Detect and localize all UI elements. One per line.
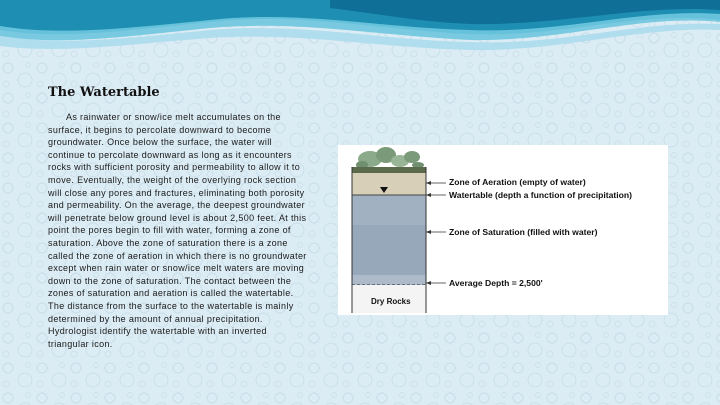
label-watertable: Watertable (depth a function of precipitation): [449, 190, 633, 200]
body-paragraph: As rainwater or snow/ice melt accumulates on the surface, it begins to percolate downward to become groundwater. Once below the surface, the water will continue to percolate downward as long as it encounters rocks with sufficient porosity and permeability to allow it to move. Eventually, the weight of the overlying rock section will close any pores and fractures, eliminating both porosity and permeability. On the average, the deepest groundwater will penetrate below ground level is about 2,500 feet. At this point the pores begin to fill with water, forming a zone of saturation. Above the zone of saturation there is a zone called the zone of aeration in which there is no groundwater except when rain water or snow/ice melt waters are moving down to the zone of saturation. The contact between the zones of saturation and aeration is called the watertable. The distance from the surface to the watertable is mainly determined by the amount of annual precipitation. Hydrologist identify the watertable with an inverted triangular icon.: [48, 112, 307, 349]
label-dry-rocks: Dry Rocks: [371, 297, 411, 306]
label-zone-of-aeration: Zone of Aeration (empty of water): [449, 177, 586, 187]
vegetation-icon: [356, 147, 424, 169]
header-wave: [0, 0, 720, 70]
slide-title: The Watertable: [48, 85, 160, 100]
label-zone-of-saturation: Zone of Saturation (filled with water): [449, 227, 598, 237]
watertable-diagram: [338, 145, 668, 315]
label-average-depth: Average Depth = 2,500': [449, 278, 543, 288]
